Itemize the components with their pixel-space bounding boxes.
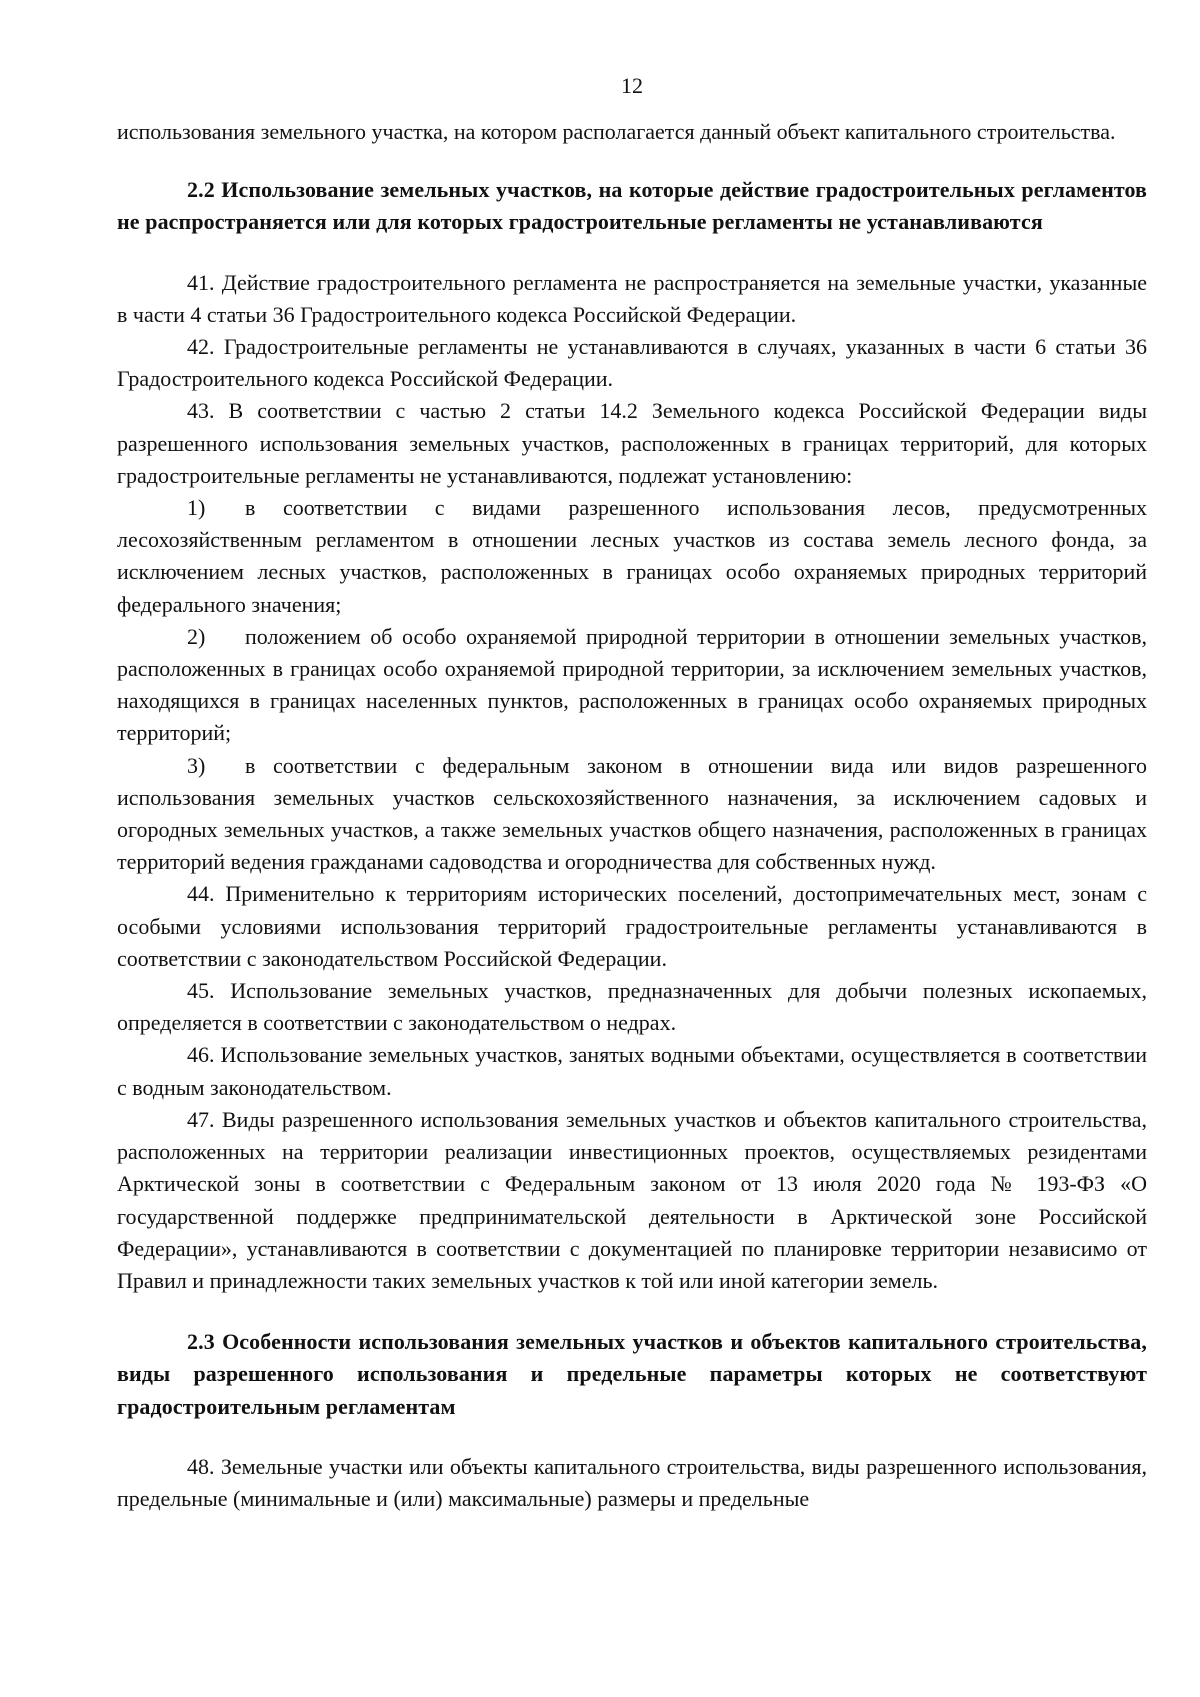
section-heading-2-3: 2.3 Особенности использования земельных участков и объектов капитального строительства, виды разрешенного использования и предельные параметры которых не соответствуют градостроительным регламентам <box>117 1329 1147 1419</box>
paragraph-continuation: использования земельного участка, на котором располагается данный объект капитального строительства. <box>117 119 1116 144</box>
paragraph-44: 44. Применительно к территориям исторических поселений, достопримечательных мест, зонам с особыми условиями использования территорий градостроительные регламенты устанавливаются в соответствии с законодательством Российской Федерации. <box>117 881 1147 971</box>
page-number: 12 <box>621 73 643 98</box>
list-item-number: 1) <box>187 495 206 521</box>
section-heading-2-2: 2.2 Использование земельных участков, на которые действие градостроительных регламентов не распространяется или для которых градостроительные регламенты не устанавливаются <box>117 177 1147 235</box>
paragraph-45: 45. Использование земельных участков, предназначенных для добычи полезных ископаемых, определяется в соответствии с законодательством о недрах. <box>117 978 1147 1036</box>
paragraph-46: 46. Использование земельных участков, занятых водными объектами, осуществляется в соответствии с водным законодательством. <box>117 1042 1147 1100</box>
list-item-text: в соответствии с видами разрешенного использования лесов, предусмотренных лесохозяйственным регламентом в отношении лесных участков из состава земель лесного фонда, за исключением лесных участков, расположенных в границах особо охраняемых природных территорий федерального значения; <box>117 495 1147 617</box>
list-item-number: 2) <box>187 623 206 649</box>
paragraph-42: 42. Градостроительные регламенты не устанавливаются в случаях, указанных в части 6 статьи 36 Градостроительного кодекса Российской Федерации. <box>117 334 1147 392</box>
paragraph-47: 47. Виды разрешенного использования земельных участков и объектов капитального строительства, расположенных на территории реализации инвестиционных проектов, осуществляемых резидентами Арктической зоны в соответствии с Федеральным законом от 13 июля 2020 года № 193-ФЗ «О государственной поддержке предпринимательской деятельности в Арктической зоне Российской Федерации», устанавливаются в соответствии с документацией по планировке территории независимо от Правил и принадлежности таких земельных участков к той или иной категории земель. <box>117 1106 1147 1293</box>
list-item-text: в соответствии с федеральным законом в отношении вида или видов разрешенного использования земельных участков сельскохозяйственного назначения, за исключением садовых и огородных земельных участков, а также земельных участков общего назначения, расположенных в границах территорий ведения гражданами садоводства и огородничества для собственных нужд. <box>117 752 1147 875</box>
list-item <box>117 621 1147 750</box>
list-item <box>117 492 1147 621</box>
paragraph-43: 43. В соответствии с частью 2 статьи 14.2 Земельного кодекса Российской Федерации виды разрешенного использования земельных участков, расположенных в границах территорий, для которых градостроительные регламенты не устанавливаются, подлежат установлению: <box>117 398 1147 488</box>
list-item <box>117 750 1147 879</box>
list-item-number: 3) <box>187 752 206 778</box>
paragraph-41: 41. Действие градостроительного регламента не распространяется на земельные участки, указанные в части 4 статьи 36 Градостроительного кодекса Российской Федерации. <box>117 269 1147 327</box>
document-body <box>117 116 1147 1515</box>
list-item-text: положением об особо охраняемой природной территории в отношении земельных участков, расположенных в границах особо охраняемой природной территории, за исключением земельных участков, находящихся в границах населенных пунктов, расположенных в границах особо охраняемых природных территорий; <box>117 623 1147 746</box>
paragraph-48: 48. Земельные участки или объекты капитального строительства, виды разрешенного использования, предельные (минимальные и (или) максимальные) размеры и предельные <box>117 1453 1147 1511</box>
